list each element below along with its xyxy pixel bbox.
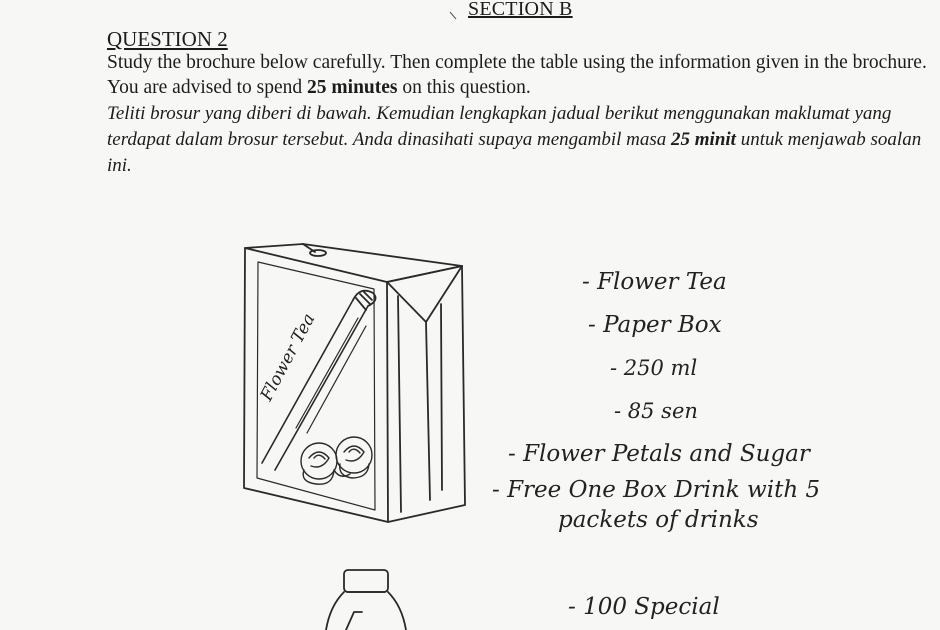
question-label: QUESTION 2	[107, 27, 228, 51]
box-label: Flower Tea	[256, 310, 320, 405]
instructions-malay-time: 25 minit	[671, 129, 736, 150]
instructions-english-text: Study the brochure below carefully. Then complete the table using the information given in the brochure. You are advised to spend	[107, 52, 927, 98]
instructions-english-time: 25 minutes	[307, 77, 398, 98]
instructions-english-end: on this question.	[397, 77, 531, 98]
detail-ingredients: - Flower Petals and Sugar	[508, 441, 810, 467]
detail-packaging: - Paper Box	[588, 312, 722, 338]
detail-name: - Flower Tea	[582, 269, 727, 295]
detail-price: - 85 sen	[614, 399, 698, 423]
stray-mark	[450, 12, 456, 19]
instructions-malay-text: Teliti brosur yang diberi di bawah. Kemudian lengkapkan jadual berikut menggunakan maklumat yang terdapat dalam brosur tersebut. Anda dinasihati supaya mengambil masa	[107, 103, 892, 150]
detail-volume: - 250 ml	[610, 356, 698, 380]
detail-promotion: - Free One Box Drink with 5	[492, 477, 821, 503]
water-bottle-drawing	[326, 570, 406, 630]
rose-flowers-drawing	[301, 437, 372, 484]
detail-second-product: - 100 Special	[568, 594, 720, 620]
section-title: SECTION B	[468, 0, 573, 20]
instructions-malay-end: untuk menjawab soalan ini.	[107, 129, 922, 176]
detail-promotion-cont: packets of drinks	[558, 507, 759, 533]
